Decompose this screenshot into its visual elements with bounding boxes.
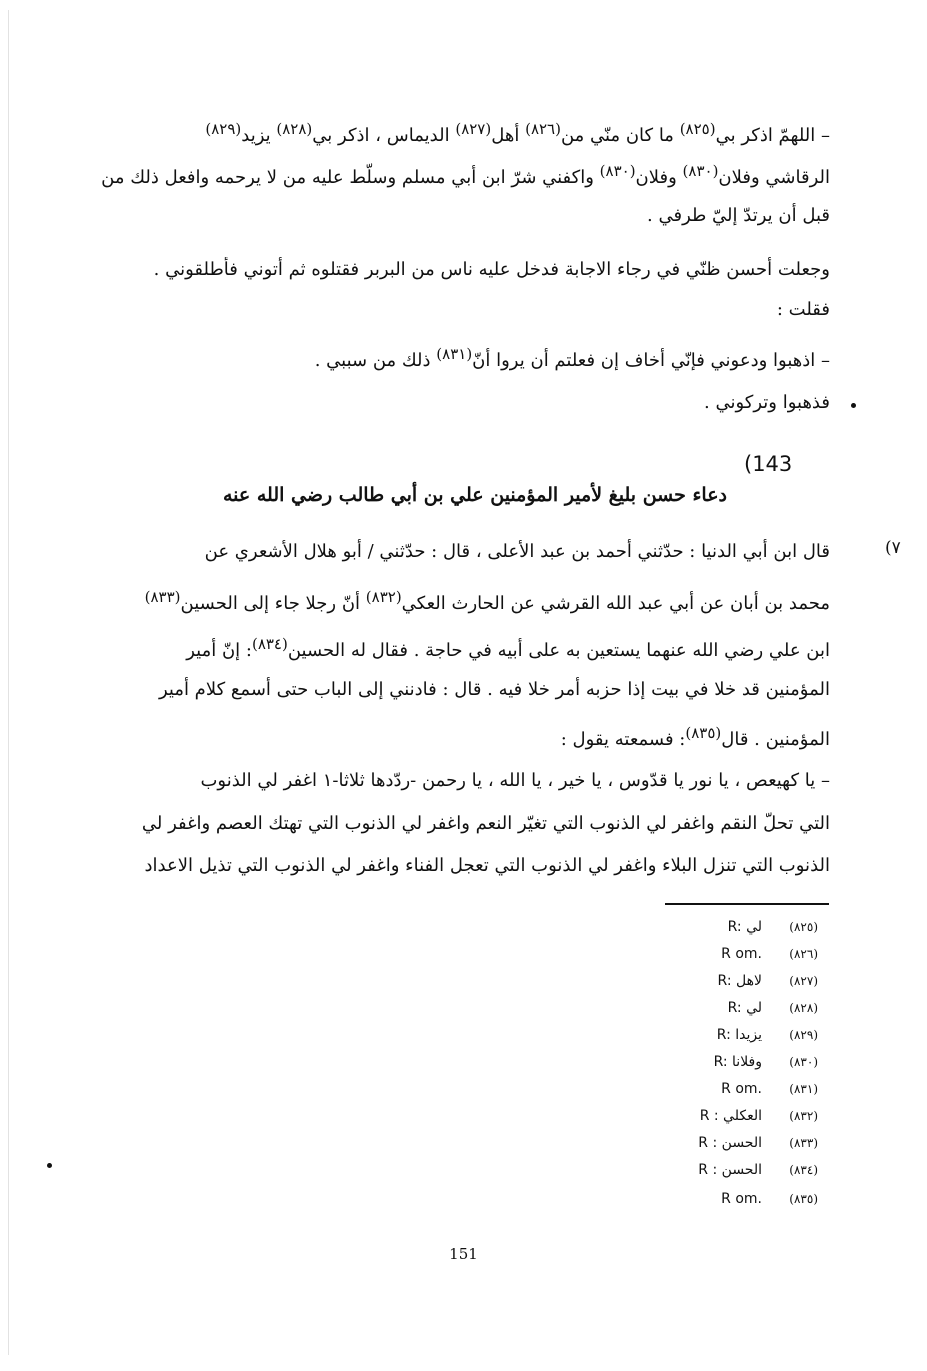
- footnote-6: [560, 1053, 818, 1071]
- margin-dot: [851, 403, 856, 408]
- footnote-7: [560, 1080, 818, 1098]
- para6-line-2: التي تحلّ النقم واغفر لي الذنوب التي تغيّر النعم واغفر لي الذنوب التي تهتك العصم واغفر لي: [141, 813, 830, 834]
- footnote-number: (٨٢٩): [789, 1028, 818, 1042]
- footnote-1: [560, 918, 818, 936]
- footnote-text: R: لي: [727, 1000, 762, 1016]
- para4-line: فذهبوا وتركوني .: [704, 392, 830, 413]
- footnote-number: (٨٣٤): [789, 1163, 818, 1177]
- para5-line-5: المؤمنين . قال$^{(٨٣٥)}$: فسمعته يقول :: [560, 724, 830, 750]
- page-number: 151: [449, 1245, 478, 1263]
- footnote-text: R om.: [721, 946, 762, 962]
- footnote-5: [560, 1026, 818, 1044]
- footnote-10: [560, 1161, 818, 1179]
- footnote-number: (٨٢٥): [789, 920, 818, 934]
- footnote-9: [560, 1134, 818, 1152]
- footnote-text: R: لاهل: [717, 973, 762, 989]
- footnote-11: [560, 1190, 818, 1208]
- para5-line-2: محمد بن أبان عن أبي عبد الله القرشي عن الحارث العكي$^{(٨٣٢)}$ أنّ رجلا جاء إلى الحسين$^{(٨٣٣)}$: [144, 588, 830, 614]
- footnote-number: (٨٢٨): [789, 1001, 818, 1015]
- footnote-number: (٨٣٠): [789, 1055, 818, 1069]
- footnote-number: (٨٣٣): [789, 1136, 818, 1150]
- footnote-number: (٨٢٦): [789, 947, 818, 961]
- footnote-text: R: وفلانا: [713, 1054, 762, 1070]
- stray-dot: [47, 1163, 52, 1168]
- footnote-text: R om.: [721, 1081, 762, 1097]
- footnote-2: [560, 945, 818, 963]
- para2-line-1: وجعلت أحسن ظنّي في رجاء الاجابة فدخل عليه ناس من البربر فقتلوه ثم أتوني فأطلقوني .: [153, 259, 830, 280]
- footnote-number: (٨٢٧): [789, 974, 818, 988]
- para1-line-2: الرقاشي وفلان$^{(٨٣٠)}$ وفلان$^{(٨٣٠)}$ واكفني شرّ ابن أبي مسلم وسلّط عليه من لا يرحمه وافعل ذلك من: [101, 162, 830, 188]
- scan-edge: [8, 10, 9, 1355]
- footnote-text: R : الحسن: [698, 1135, 762, 1151]
- section-number: (143: [744, 452, 793, 476]
- footnote-8: [560, 1107, 818, 1125]
- footnote-rule: [665, 903, 829, 905]
- footnote-number: (٨٣٢): [789, 1109, 818, 1123]
- footnote-3: [560, 972, 818, 990]
- section-heading: دعاء حسن بليغ لأمير المؤمنين علي بن أبي طالب رضي الله عنه: [223, 484, 727, 506]
- footnote-4: [560, 999, 818, 1017]
- para1-line-1: – اللهمّ اذكر بي$^{(٨٢٥)}$ ما كان منّي من$^{(٨٢٦)}$ أهل$^{(٨٢٧)}$ الديماس ، اذكر بي$^{(٨٢٨)}$ يزيد$^{(٨٢٩)}$: [205, 120, 830, 146]
- footnote-number: (٨٣١): [789, 1082, 818, 1096]
- footnote-text: R: لي: [727, 919, 762, 935]
- margin-mark: (٧: [885, 538, 901, 558]
- para6-line-3: الذنوب التي تنزل البلاء واغفر لي الذنوب التي تعجل الفناء واغفر لي الذنوب التي تذيل الاعداد: [144, 855, 830, 876]
- footnote-text: R : العكلي: [699, 1108, 762, 1124]
- para2-line-2: فقلت :: [776, 299, 830, 320]
- para5-line-3: ابن علي رضي الله عنهما يستعين به على أبيه في حاجة . فقال له الحسين$^{(٨٣٤)}$: إنّ أمير: [186, 635, 830, 661]
- footnote-text: R : الحسن: [698, 1162, 762, 1178]
- para5-line-4: المؤمنين قد خلا في بيت إذا حزبه أمر خلا فيه . قال : فادنني إلى الباب حتى أسمع كلام أمير: [158, 679, 830, 700]
- footnote-text: R om.: [721, 1191, 762, 1207]
- para5-line-1: قال ابن أبي الدنيا : حدّثني أحمد بن عبد الأعلى ، قال : حدّثني / أبو هلال الأشعري عن: [204, 541, 830, 562]
- para1-line-3: قبل أن يرتدّ إليّ طرفي .: [647, 205, 830, 226]
- footnote-number: (٨٣٥): [789, 1192, 818, 1206]
- footnote-text: R: يزيدا: [716, 1027, 762, 1043]
- para3-line: – اذهبوا ودعوني فإنّي أخاف إن فعلتم أن يروا أنّ$^{(٨٣١)}$ ذلك من سببي .: [314, 345, 830, 371]
- para6-line-1: – يا كهيعص ، يا نور يا قدّوس ، يا خير ، يا الله ، يا رحمن -ردّدها ثلاثا-١ اغفر لي الذنوب: [200, 770, 830, 791]
